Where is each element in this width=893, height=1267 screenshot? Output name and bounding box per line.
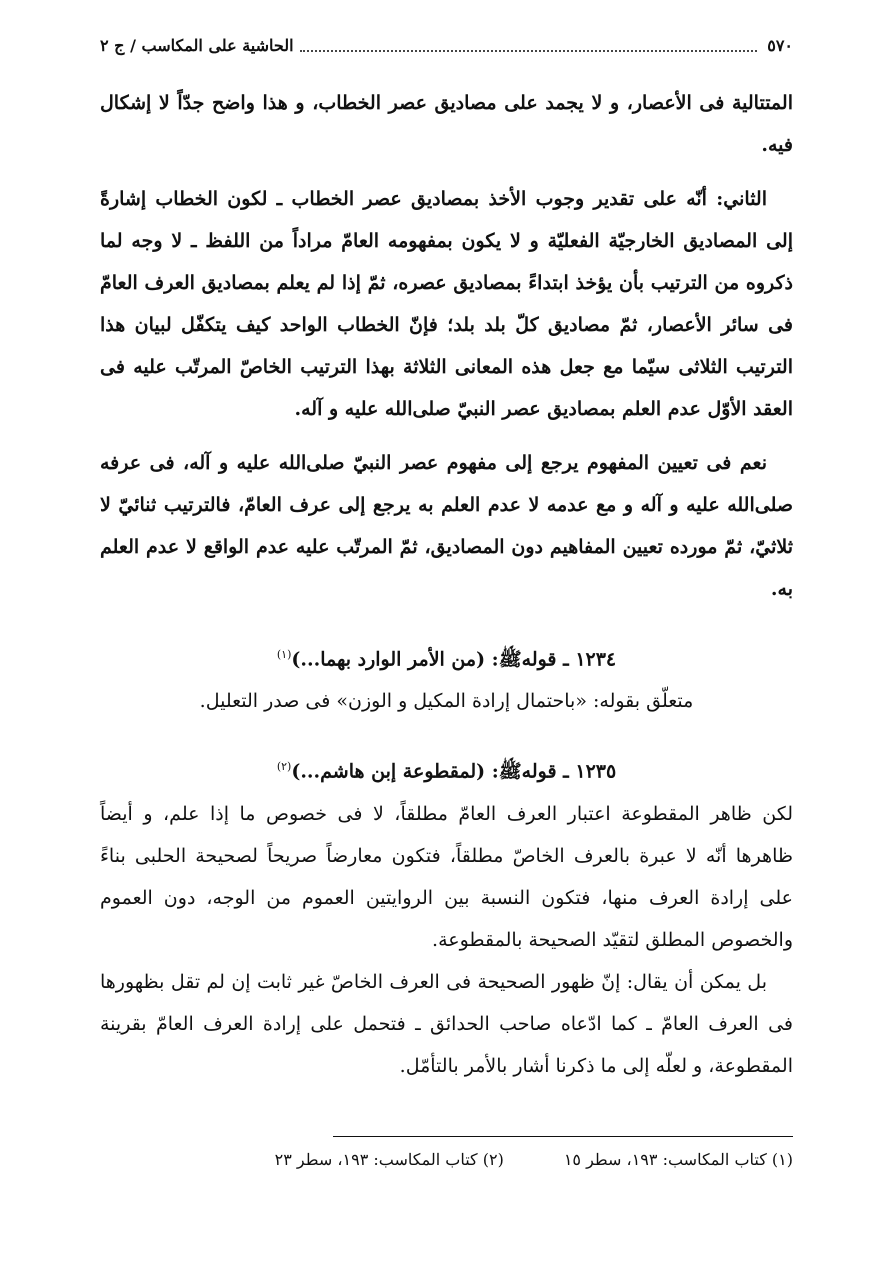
running-title: الحاشية على المكاسب / ج ٢ [100, 35, 294, 55]
page-body [100, 82, 793, 1087]
page-number: ٥٧٠ [767, 35, 793, 55]
footnote-1: (١) كتاب المكاسب: ١٩٣، سطر ١٥ [563, 1150, 793, 1169]
entry-heading [100, 634, 793, 680]
header-dot-leader [300, 38, 758, 52]
footnote-ref: (٢) [276, 760, 292, 774]
entry-title: ١٢٣٥ ـ قوله‌ﷺ: (لمقطوعة إبن هاشم...) [291, 760, 617, 783]
page-header [100, 30, 793, 60]
footnotes [193, 1150, 793, 1180]
entry-text: لكن ظاهر المقطوعة اعتبار العرف العامّ مطلقاً، لا فى خصوص ما إذا علم، و أيضاً ظاهرها أنّه لا عبرة بالعرف الخاصّ مطلقاً، فتكون معارضاً صريحاً لصحيحة الحلبى بناءً على إرادة العرف منها، فتكون النسبة بين الروايتين العموم من الوجه، دون العموم والخصوص المطلق لتقيّد الصحيحة بالمقطوعة. [100, 802, 793, 951]
section-spacer [100, 610, 793, 634]
paragraph-2: الثاني: أنّه على تقدير وجوب الأخذ بمصاديق عصر الخطاب ـ لكون الخطاب إشارةً إلى المصاديق الخارجيّة الفعليّة و لا يكون بمفهومه العامّ مراداً من اللفظ ـ لا وجه لما ذكروه من الترتيب بأن يؤخذ ابتداءً بمصاديق عصره، ثمّ إذا لم يعلم بمصاديق العرف العامّ فى سائر الأعصار، ثمّ مصاديق كلّ بلد بلد؛ فإنّ الخطاب الواحد كيف يتكفّل لبيان هذا الترتيب الثلاثى سيّما مع جعل هذه المعانى الثلاثة بهذا الترتيب الخاصّ المرتّب عليه فى العقد الأوّل عدم العلم بمصاديق عصر النبيّ صلى‌الله عليه و آله. [100, 188, 793, 420]
entry-text: متعلّق بقوله: «باحتمال إرادة المكيل و الوزن» فى صدر التعليل. [199, 690, 694, 713]
footnote-2: (٢) كتاب المكاسب: ١٩٣، سطر ٢٣ [274, 1150, 504, 1169]
paragraph-1: المتتالية فى الأعصار، و لا يجمد على مصاديق عصر الخطاب، و هذا واضح جدّاً لا إشكال فيه. [100, 92, 793, 156]
section-spacer [100, 722, 793, 746]
entry-title: ١٢٣٤ ـ قوله‌ﷺ: (من الأمر الوارد بهما...) [291, 648, 617, 671]
entry-1234 [100, 634, 793, 722]
entry-text-continued: بل يمكن أن يقال: إنّ ظهور الصحيحة فى العرف الخاصّ غير ثابت إن لم تقل بظهورها فى العرف العامّ ـ كما ادّعاه صاحب الحدائق ـ فتحمل على إرادة العرف العامّ بقرينة المقطوعة، و لعلّه إلى ما ذكرنا أشار بالأمر بالتأمّل. [100, 970, 793, 1077]
entry-heading [100, 746, 793, 792]
footnote-ref: (١) [276, 648, 292, 661]
footnote-separator [333, 1136, 793, 1137]
paragraph-3: نعم فى تعيين المفهوم يرجع إلى مفهوم عصر النبيّ صلى‌الله عليه و آله، فى عرفه صلى‌الله عليه و آله و مع عدمه لا عدم العلم به يرجع إلى عرف العامّ، فالترتيب ثنائيّ لا ثلاثيّ، ثمّ مورده تعيين المفاهيم دون المصاديق، ثمّ المرتّب عليه عدم الواقع لا عدم العلم به. [100, 452, 794, 600]
entry-1235 [100, 746, 793, 1086]
